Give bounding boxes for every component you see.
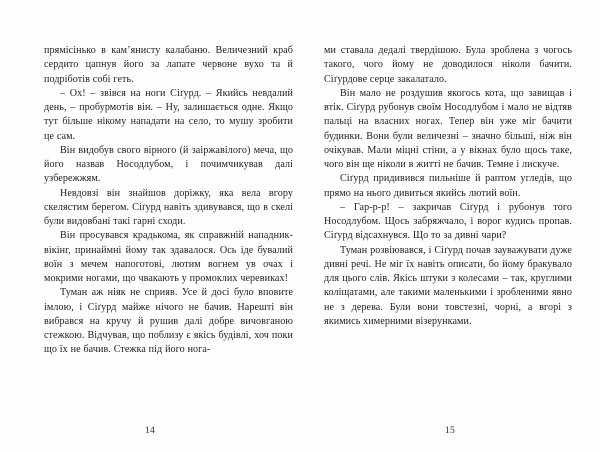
paragraph: Він просувався крадькома, як справжній нападник-вікінг, принаймні йому так здавалося. Ось іде бувалий воїн з мечем напоготові, лютим вогнем ув очах і мокрими ногами, що чвакають у промоклих черевиках!: [44, 230, 293, 284]
paragraph: Сіґурд придивився пильніше й раптом угледів, що прямо на нього дивиться якийсь лютий воїн.: [324, 173, 572, 199]
left-page-text-block: [44, 44, 293, 358]
paragraph: прямісінько в кам’янисту калабаню. Величезний краб сердито цапнув його за лапате червоне вухо та й подріботів собі геть.: [44, 45, 293, 85]
paragraph: Туман аж ніяк не сприяв. Усе й досі було вповите імлою, і Сіґурд майже нічого не бачив. Нарешті він вибрався на кручу й рушив далі добре вичовганою стежкою. Відчував, що поблизу є якісь будівлі, хоч поки що їх не бачив. Стежка під його нога-: [44, 287, 293, 356]
paragraph: Туман розвіювався, і Сіґурд почав зауважувати дуже дивні речі. Не міг їх навіть описати, бо йому бракувало для цього слів. Якісь штуки з колесами – так, круглими коліщатами, але такими маленькими і зробленими явно не з дерева. Були вони товстезні, чорні, а вгорі з якимись химерними візерунками.: [324, 244, 572, 327]
paragraph: Він видобув свого вірного (й заіржавілого) меча, що його назвав Носодлубом, і почимчикував далі узбережжям.: [44, 144, 293, 185]
paragraph: – Ох! – звівся на ноги Сіґурд. – Якийсь невдалий день, – пробурмотів він. – Ну, залишається одне. Якщо тут більше нікому нападати на село, то мушу зробити це сам.: [44, 87, 293, 142]
page-number-right: 15: [444, 425, 456, 436]
right-page-text-block: [324, 44, 572, 329]
paragraph: ми ставала дедалі твердішою. Була зроблена з чогось такого, чого йому не доводилося ніколи бачити. Сіґурдове серце закалатало.: [324, 45, 572, 85]
paragraph: Невдовзі він знайшов доріжку, яка вела вгору скелястим берегом. Сіґурд навіть здивувався, що в скелі були видовбані такі гарні сходи.: [44, 187, 293, 227]
paragraph: Він мало не роздушив якогось кота, що завищав і втік. Сіґурд рубонув своїм Носодлубом і мало не відтяв пальці на власних ногах. Тепер він уже міг бачити будинки. Вони були величезні – значно більші, ніж він очікував. Мали міцні стіни, а у вікнах було щось таке, чого він ще ніколи в житті не бачив. Темне і лискуче.: [324, 87, 572, 170]
page-number-left: 14: [144, 425, 156, 436]
paragraph: – Гар-р-р! – закричав Сіґурд і рубонув того Носодлубом. Щось забряжчало, і ворог кудись пропав. Сіґурд відсахнувся. Що то за дивні чари?: [324, 201, 572, 242]
right-book-page: [300, 0, 600, 452]
